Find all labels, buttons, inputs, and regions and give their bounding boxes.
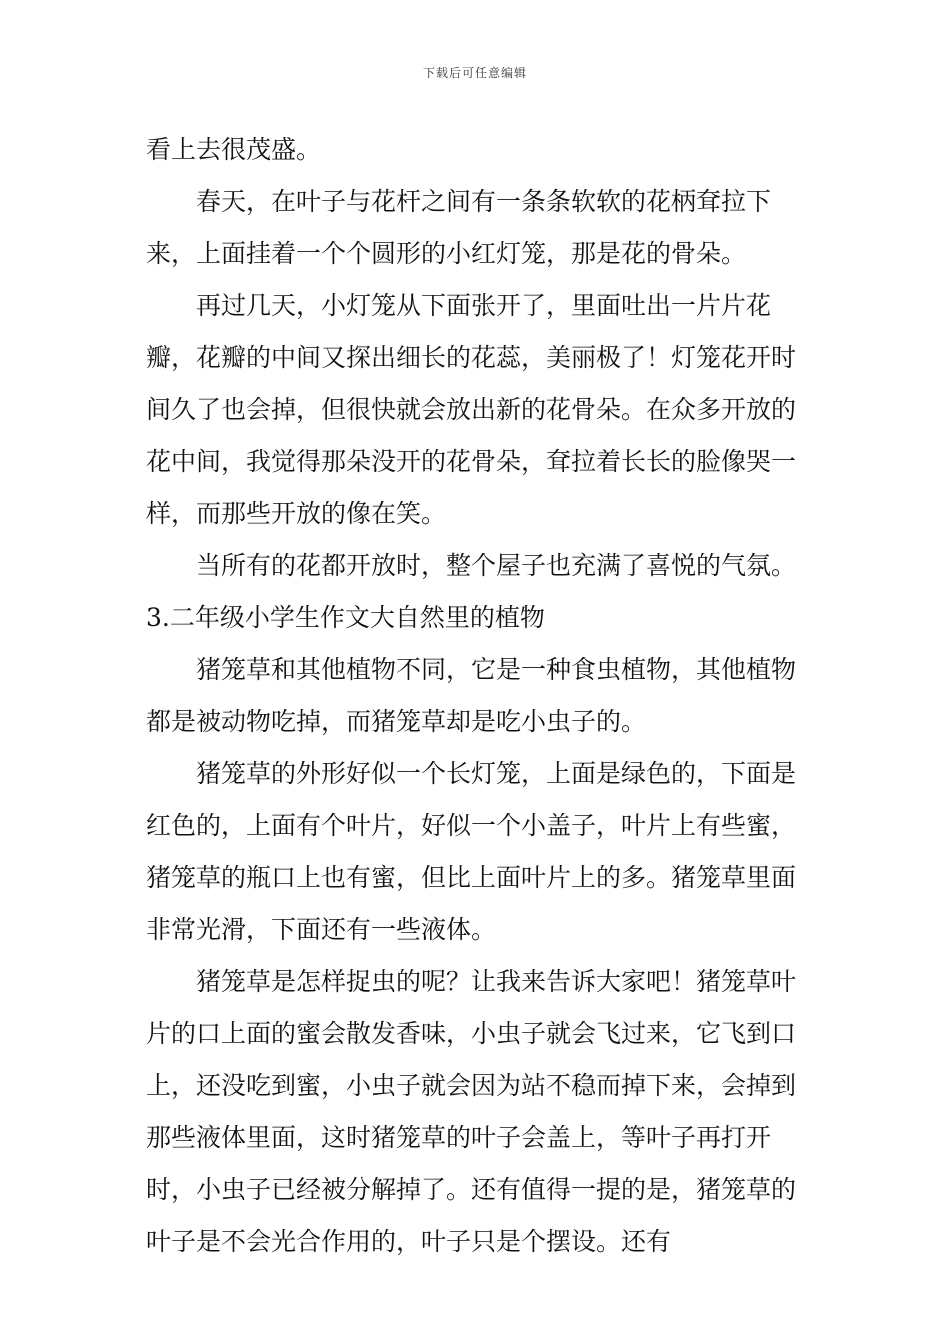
page-header: 下载后可任意编辑 (422, 66, 527, 80)
paragraph-continuation: 看上去很茂盛。 (146, 135, 322, 164)
paragraph-blooming: 再过几天，小灯笼从下面张开了，里面吐出一片片花瓣，花瓣的中间又探出细长的花蕊，美丽极了！灯笼花开时间久了也会掉，但很快就会放出新的花骨朵。在众多开放的花中间，我觉得那朵没开的花骨朵，耷拉着长长的脸像哭一样，而那些开放的像在笑。 (146, 291, 797, 528)
paragraph-pitcher-plant-catching: 猪笼草是怎样捉虫的呢？让我来告诉大家吧！猪笼草叶片的口上面的蜜会散发香味，小虫子就会飞过来，它飞到口上，还没吃到蜜，小虫子就会因为站不稳而掉下来，会掉到那些液体里面，这时猪笼草的叶子会盖上，等叶子再打开时，小虫子已经被分解掉了。还有值得一提的是，猪笼草的叶子是不会光合作用的，叶子只是个摆设。还有 (146, 967, 797, 1256)
paragraph-spring-lanterns: 春天，在叶子与花杆之间有一条条软软的花柄耷拉下来，上面挂着一个个圆形的小红灯笼，那是花的骨朵。 (146, 187, 772, 268)
paragraph-pitcher-plant-shape: 猪笼草的外形好似一个长灯笼，上面是绿色的，下面是红色的，上面有个叶片，好似一个小盖子，叶片上有些蜜，猪笼草的瓶口上也有蜜，但比上面叶片上的多。猪笼草里面非常光滑，下面还有一些液体。 (146, 759, 797, 944)
paragraph-joyful-room: 当所有的花都开放时，整个屋子也充满了喜悦的气氛。 (196, 551, 797, 580)
paragraph-pitcher-plant-intro: 猪笼草和其他植物不同，它是一种食虫植物，其他植物都是被动物吃掉，而猪笼草却是吃小虫子的。 (146, 655, 797, 736)
section-heading: 3.二年级小学生作文大自然里的植物 (146, 603, 545, 632)
document-body (146, 124, 808, 1268)
